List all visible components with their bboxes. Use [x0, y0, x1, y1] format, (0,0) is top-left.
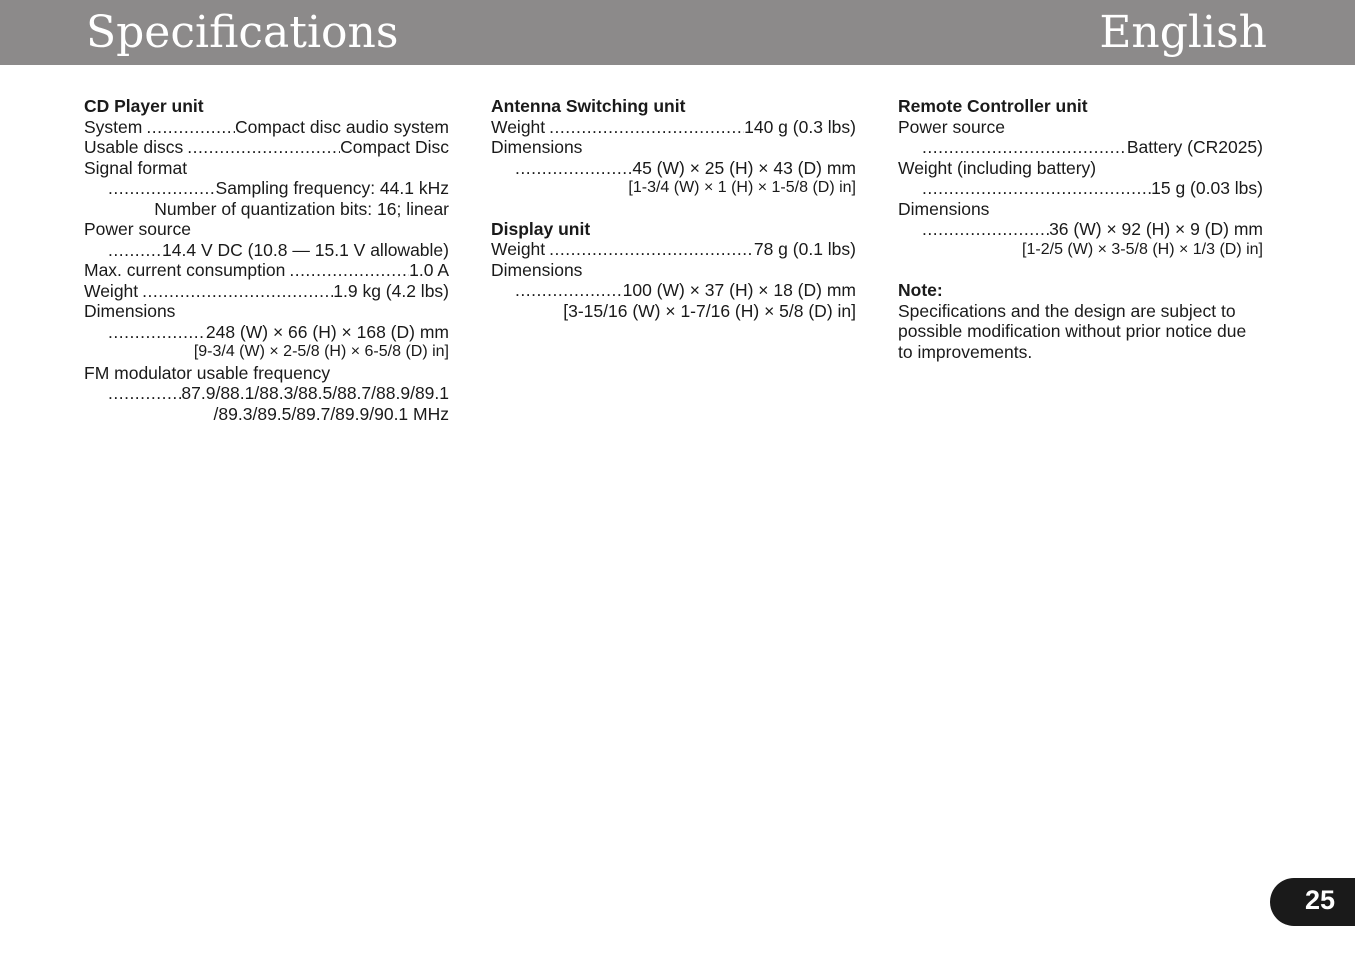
page-header [0, 0, 1355, 65]
display-weight-row [491, 239, 856, 260]
leader-dots [918, 219, 1049, 240]
dimensions-in: [1-2/5 (W) × 3-5/8 (H) × 1/3 (D) in] [1022, 240, 1263, 258]
quantization-value: Number of quantization bits: 16; linear [154, 198, 449, 219]
fm-frequencies-cont: /89.3/89.5/89.7/89.9/90.1 MHz [213, 403, 449, 424]
antenna-dimensions-mm-row [491, 158, 856, 179]
leader-dots [104, 240, 162, 261]
current-label: Max. current consumption [84, 260, 286, 280]
leader-dots [918, 178, 1151, 199]
system-row [84, 117, 449, 138]
sampling-value: Sampling frequency: 44.1 kHz [215, 178, 449, 198]
antenna-weight-row [491, 117, 856, 138]
power-label: Power source [84, 219, 191, 239]
weight-value: 78 g (0.1 lbs) [753, 239, 856, 259]
dimensions-label: Dimensions [491, 259, 583, 280]
discs-value: Compact Disc [340, 137, 449, 157]
dimensions-mm: 100 (W) × 37 (H) × 18 (D) mm [622, 280, 856, 300]
cd-player-specs [84, 96, 449, 424]
remote-power-row [898, 137, 1263, 158]
spacer [491, 199, 856, 219]
weight-value: 1.9 kg (4.2 lbs) [333, 280, 449, 301]
current-row [84, 260, 449, 281]
system-value: Compact disc audio system [235, 116, 449, 137]
display-heading: Display unit [491, 218, 591, 239]
spacer [898, 260, 1263, 280]
sampling-row [84, 178, 449, 199]
remote-heading: Remote Controller unit [898, 96, 1088, 116]
note-heading: Note: [898, 280, 943, 300]
dimensions-in: [9-3/4 (W) × 2-5/8 (H) × 6-5/8 (D) in] [193, 343, 449, 360]
leader-dots [285, 260, 409, 281]
leader-dots [104, 178, 216, 199]
fm-row [84, 383, 449, 404]
power-row [84, 240, 449, 261]
fm-frequencies: 87.9/88.1/88.3/88.5/88.7/88.9/89.1 [181, 383, 449, 403]
dimensions-label: Dimensions [898, 198, 990, 219]
cd-player-heading: CD Player unit [84, 96, 204, 116]
language-label: English [1099, 7, 1267, 58]
signal-label: Signal format [84, 157, 188, 178]
antenna-heading: Antenna Switching unit [491, 96, 686, 116]
power-label: Power source [898, 116, 1005, 137]
leader-dots [142, 117, 235, 138]
weight-row [84, 281, 449, 302]
dimensions-label: Dimensions [84, 301, 176, 321]
remote-specs [898, 96, 1263, 362]
system-label: System [84, 116, 143, 137]
dimensions-label: Dimensions [491, 137, 583, 157]
leader-dots [511, 158, 632, 179]
dimensions-mm: 36 (W) × 92 (H) × 9 (D) mm [1049, 219, 1263, 239]
weight-value: 15 g (0.03 lbs) [1151, 178, 1263, 198]
weight-label: Weight [491, 116, 546, 137]
leader-dots [511, 280, 623, 301]
dimensions-mm: 45 (W) × 25 (H) × 43 (D) mm [632, 157, 856, 178]
dimensions-mm-row [84, 322, 449, 343]
display-dimensions-mm-row [491, 280, 856, 301]
leader-dots [545, 239, 754, 260]
power-value: 14.4 V DC (10.8 — 15.1 V allowable) [162, 239, 449, 260]
discs-row [84, 137, 449, 158]
antenna-display-specs [491, 96, 856, 321]
remote-weight-row [898, 178, 1263, 199]
dimensions-in: [3-15/16 (W) × 1-7/16 (H) × 5/8 (D) in] [563, 300, 856, 321]
leader-dots [104, 383, 181, 404]
leader-dots [183, 137, 340, 158]
leader-dots [104, 322, 206, 343]
page-title: Specifications [86, 7, 399, 58]
page-number: 25 [1304, 885, 1336, 915]
leader-dots [545, 117, 744, 138]
leader-dots [918, 137, 1127, 158]
weight-value: 140 g (0.3 lbs) [744, 116, 856, 137]
weight-label: Weight [84, 280, 139, 301]
discs-label: Usable discs [84, 137, 184, 157]
weight-label: Weight (including battery) [898, 157, 1097, 178]
dimensions-mm: 248 (W) × 66 (H) × 168 (D) mm [205, 321, 449, 342]
remote-dimensions-mm-row [898, 219, 1263, 240]
leader-dots [138, 281, 333, 302]
weight-label: Weight [491, 239, 546, 259]
dimensions-in: [1-3/4 (W) × 1 (H) × 1-5/8 (D) in] [628, 179, 856, 196]
current-value: 1.0 A [409, 260, 449, 280]
note-text: Specifications and the design are subject to possible modification without prior notice due to improvements. [898, 300, 1247, 362]
fm-label: FM modulator usable frequency [84, 362, 331, 383]
power-value: Battery (CR2025) [1126, 137, 1263, 157]
